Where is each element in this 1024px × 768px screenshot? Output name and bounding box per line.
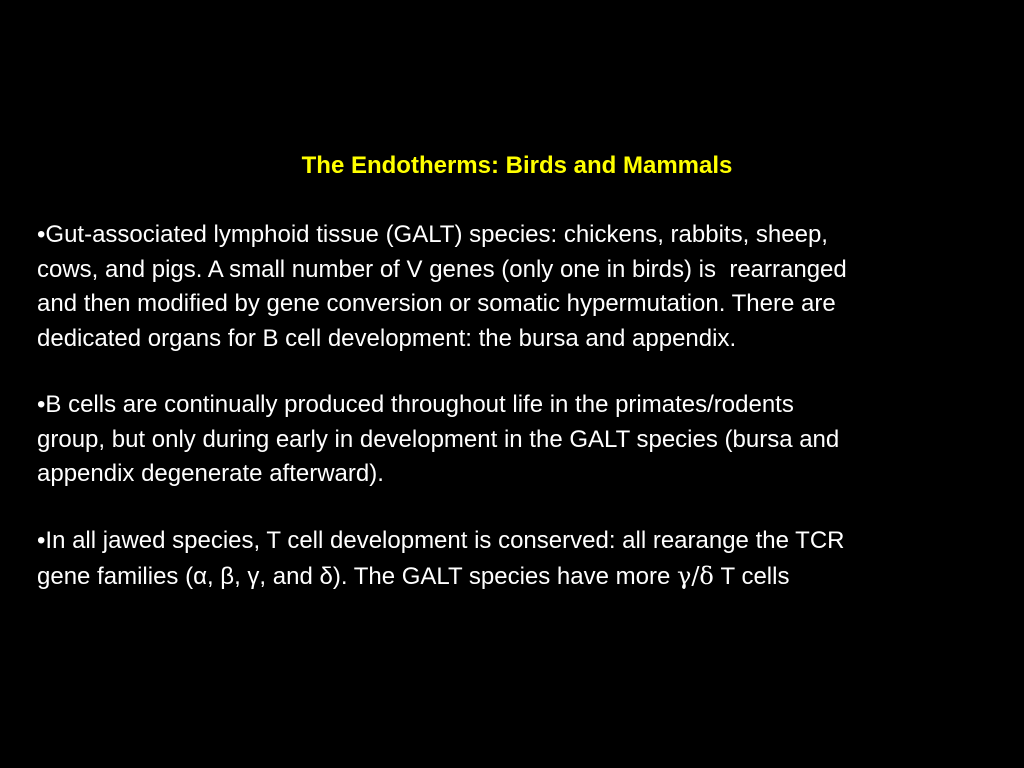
text-segment: gene families (α, β, γ, and δ). The GALT species have more (37, 562, 677, 590)
text-line: dedicated organs for B cell development: the bursa and appendix. (37, 324, 737, 352)
text-line-with-symbol (37, 559, 845, 595)
text-line: •B cells are continually produced throughout life in the primates/rodents (37, 391, 794, 418)
slide-title: The Endotherms: Birds and Mammals (301, 152, 733, 179)
gamma-delta-symbol: γ/δ (676, 561, 714, 590)
text-segment-tail: T cells (713, 562, 790, 590)
text-line: group, but only during early in development in the GALT species (bursa and (37, 425, 840, 453)
bullet-paragraph-b-cells (37, 388, 839, 492)
bullet-paragraph-t-cells (37, 524, 845, 594)
text-line: •In all jawed species, T cell development is conserved: all rearange the TCR (37, 527, 845, 554)
text-line: cows, and pigs. A small number of V genes (only one in birds) is rearranged (37, 255, 847, 283)
text-line: •Gut-associated lymphoid tissue (GALT) species: chickens, rabbits, sheep, (37, 221, 828, 248)
text-line: and then modified by gene conversion or somatic hypermutation. There are (37, 290, 836, 317)
text-line: appendix degenerate afterward). (37, 460, 384, 487)
bullet-paragraph-galt (37, 218, 847, 356)
